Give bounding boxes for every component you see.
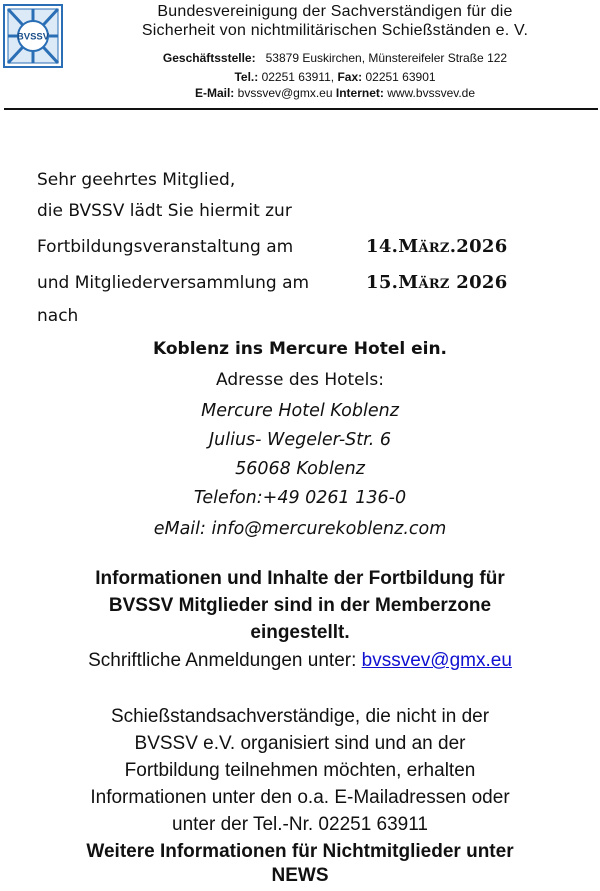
hotel-name: Mercure Hotel Koblenz — [201, 401, 399, 421]
memberzone-info-line-1: Informationen und Inhalte der Fortbildung für — [95, 568, 505, 589]
training-date: 14.März.2026 — [366, 236, 508, 257]
header-divider — [4, 108, 598, 110]
more-info-line: Weitere Informationen für Nichtmitglieder unter — [86, 841, 514, 862]
tel-value: 02251 63911, — [261, 70, 335, 84]
fax-label: Fax: — [337, 70, 363, 84]
email-internet-line — [70, 86, 600, 101]
hotel-email: eMail: info@mercurekoblenz.com — [153, 519, 447, 539]
header-email-link[interactable]: bvssvev@gmx.eu — [237, 86, 333, 100]
registration-line — [0, 648, 600, 674]
email-label: E-Mail: — [194, 86, 235, 100]
hotel-phone: Telefon:+49 0261 136-0 — [193, 488, 407, 508]
tel-label: Tel.: — [234, 70, 259, 84]
news-link[interactable]: NEWS — [271, 865, 329, 886]
org-name-line-1: Bundesvereinigung der Sachverständigen für die — [157, 3, 513, 20]
meeting-date: 15.März 2026 — [366, 272, 508, 293]
hotel-address-label: Adresse des Hotels: — [216, 370, 384, 390]
nonmember-line-2: BVSSV e.V. organisiert sind und an der — [134, 733, 466, 754]
training-line: Fortbildungsveranstaltung am — [37, 237, 294, 257]
fax-value: 02251 63901 — [365, 70, 436, 84]
venue-line: Koblenz ins Mercure Hotel ein. — [152, 339, 448, 359]
office-address: 53879 Euskirchen, Münstereifeler Straße 122 — [265, 51, 508, 65]
memberzone-info-line-3: eingestellt. — [250, 622, 350, 643]
memberzone-info-line-2: BVSSV Mitglieder sind in der Memberzone — [108, 595, 492, 616]
internet-label: Internet: — [335, 86, 384, 100]
registration-text: Schriftliche Anmeldungen unter: — [88, 650, 362, 671]
meeting-line: und Mitgliederversammlung am — [37, 273, 310, 293]
office-label: Geschäftsstelle: — [162, 51, 256, 65]
nonmember-line-3: Fortbildung teilnehmen möchten, erhalten — [124, 760, 476, 781]
website-link[interactable]: www.bvssvev.de — [387, 86, 476, 100]
phone-fax-line — [70, 70, 600, 85]
invite-line: die BVSSV lädt Sie hiermit zur — [37, 201, 292, 221]
nonmember-line-1: Schießstandsachverständige, die nicht in der — [110, 706, 490, 727]
hotel-street: Julius- Wegeler-Str. 6 — [208, 430, 391, 450]
bvssv-logo — [3, 4, 63, 68]
organization-name — [70, 2, 600, 40]
org-name-line-2: Sicherheit von nichtmilitärischen Schießständen e. V. — [141, 22, 529, 39]
svg-text:BVSSV: BVSSV — [16, 31, 50, 43]
office-address-line — [70, 51, 600, 66]
registration-email-link[interactable]: bvssvev@gmx.eu — [361, 650, 512, 671]
hotel-city: 56068 Koblenz — [235, 459, 365, 479]
nonmember-line-5: unter der Tel.-Nr. 02251 63911 — [172, 814, 428, 835]
nonmember-line-4: Informationen unter den o.a. E-Mailadressen oder — [90, 787, 510, 808]
nach-line: nach — [37, 306, 79, 326]
salutation: Sehr geehrtes Mitglied, — [37, 170, 236, 190]
